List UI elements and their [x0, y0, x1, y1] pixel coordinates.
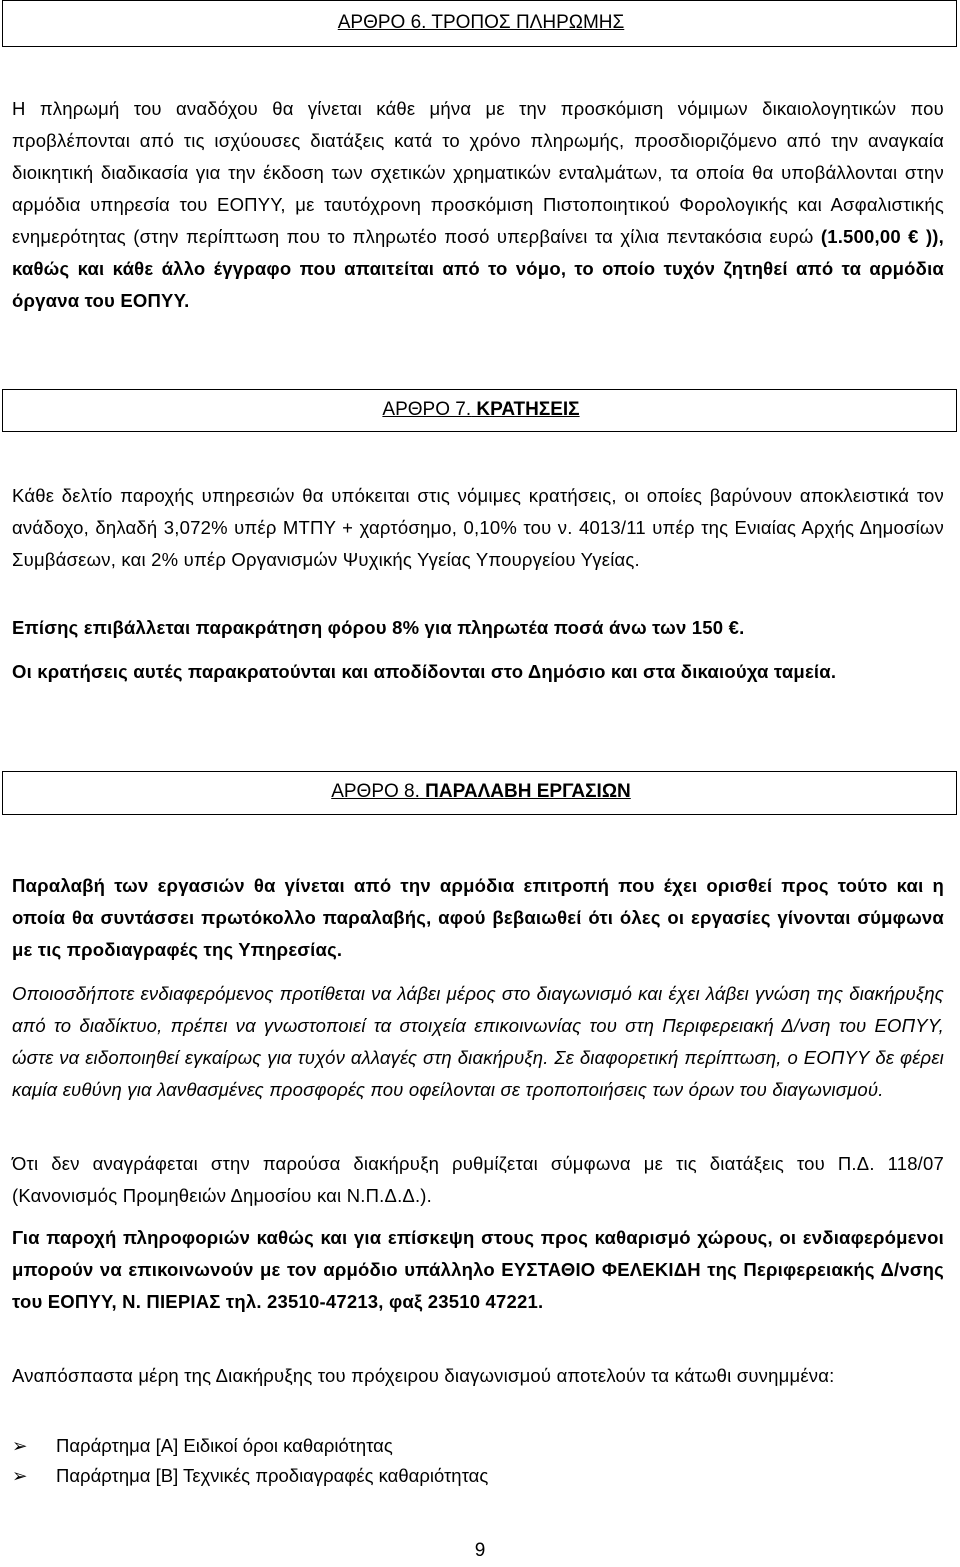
article8-paragraph-3: Ότι δεν αναγράφεται στην παρούσα διακήρυξη ρυθμίζεται σύμφωνα με τις διατάξεις του Π.Δ. 118/07 (Κανονισμός Προμηθειών Δημοσίου και Ν.Π.Δ.Δ.).	[12, 1153, 944, 1206]
article6-paragraph-bold: (1.500,00 € )), καθώς και κάθε άλλο έγγραφο που απαιτείται από το νόμο, το οποίο τυχόν ζητηθεί από τα αρμόδια όργανα του ΕΟΠΥΥ.	[12, 226, 945, 311]
page-number: 9	[474, 1540, 486, 1561]
article7-paragraph-1: Κάθε δελτίο παροχής υπηρεσιών θα υπόκειται στις νόμιμες κρατήσεις, οι οποίες βαρύνουν αποκλειστικά τον ανάδοχο, δηλαδή 3,072% υπέρ ΜΤΠΥ + χαρτόσημο, 0,10% του ν. 4013/11 υπέρ της Ενιαίας Αρχής Δημοσίων Συμβάσεων, και 2% υπέρ Οργανισμών Ψυχικής Υγείας Υπουργείου Υγείας.	[12, 485, 944, 570]
article7-heading-box	[2, 389, 957, 432]
article8-paragraph-2: Οποιοσδήποτε ενδιαφερόμενος προτίθεται να λάβει μέρος στο διαγωνισμό και έχει λάβει γνώση της διακήρυξης από το διαδίκτυο, πρέπει να γνωστοποιεί τα στοιχεία επικοινωνίας του στη Περιφερειακή Δ/νση του ΕΟΠΥΥ, ώστε να ειδοποιηθεί εγκαίρως για τυχόν αλλαγές στη διακήρυξη. Σε διαφορετική περίπτωση, ο ΕΟΠΥΥ δε φέρει καμία ευθύνη για λανθασμένες προσφορές που οφείλονται σε τροποποιήσεις των όρων του διαγωνισμού.	[12, 983, 944, 1100]
article8-paragraph-5: Αναπόσπαστα μέρη της Διακήρυξης του πρόχειρου διαγωνισμού αποτελούν τα κάτωθι συνημμένα:	[12, 1365, 835, 1386]
annex-b-label: Παράρτημα [Β] Τεχνικές προδιαγραφές καθαριότητας	[56, 1465, 489, 1486]
annex-list-item	[12, 1431, 393, 1461]
article6-paragraph-text: Η πληρωμή του αναδόχου θα γίνεται κάθε μήνα με την προσκόμιση νόμιμων δικαιολογητικών που προβλέπονται από τις ισχύουσες διατάξεις κατά το χρόνο πληρωμής, προσδιοριζόμενο από την αναγκαία διοικητική διαδικασία για την έκδοση των σχετικών χρηματικών ενταλμάτων, τα οποία θα υποβάλλονται στην αρμόδια υπηρεσία του ΕΟΠΥΥ, με ταυτόχρονη προσκόμιση Πιστοποιητικού Φορολογικής και Ασφαλιστικής ενημερότητας (στην περίπτωση που το πληρωτέο ποσό υπερβαίνει τα χίλια πεντακόσια ευρώ	[12, 98, 944, 247]
article8-paragraph-4: Για παροχή πληροφοριών καθώς και για επίσκεψη στους προς καθαρισμό χώρους, οι ενδιαφερόμενοι μπορούν να επικοινωνούν με τον αρμόδιο υπάλληλο ΕΥΣΤΑΘΙΟ ΦΕΛΕΚΙΔΗ της Περιφερειακής Δ/νσης του ΕΟΠΥΥ, Ν. ΠΙΕΡΙΑΣ τηλ. 23510-47213, φαξ 23510 47221.	[12, 1227, 944, 1312]
annex-a-label: Παράρτημα [Α] Ειδικοί όροι καθαριότητας	[56, 1435, 393, 1456]
annex-list-item	[12, 1461, 488, 1491]
article6-heading: ΑΡΘΡΟ 6. ΤΡΟΠΟΣ ΠΛΗΡΩΜΗΣ	[337, 12, 625, 33]
article7-paragraph-3: Οι κρατήσεις αυτές παρακρατούνται και αποδίδονται στο Δημόσιο και στα δικαιούχα ταμεία.	[12, 661, 837, 682]
article6-heading-box	[2, 0, 957, 47]
article7-heading-title: ΚΡΑΤΗΣΕΙΣ	[471, 399, 580, 420]
article8-heading-number: ΑΡΘΡΟ 8.	[331, 781, 420, 802]
article8-heading-title: ΠΑΡΑΛΑΒΗ ΕΡΓΑΣΙΩΝ	[419, 781, 631, 802]
article6-paragraph	[12, 93, 944, 317]
article8-paragraph-1: Παραλαβή των εργασιών θα γίνεται από την αρμόδια επιτροπή που έχει ορισθεί προς τούτο και η οποία θα συντάσσει πρωτόκολλο παραλαβής, αφού βεβαιωθεί ότι όλες οι εργασίες γίνονται σύμφωνα με τις προδιαγραφές της Υπηρεσίας.	[12, 875, 944, 960]
article7-paragraph-2: Επίσης επιβάλλεται παρακράτηση φόρου 8% για πληρωτέα ποσά άνω των 150 €.	[12, 617, 745, 638]
arrow-bullet-icon: ➢	[12, 1435, 28, 1456]
arrow-bullet-icon: ➢	[12, 1465, 28, 1486]
article7-heading	[1, 398, 960, 422]
article7-heading-number: ΑΡΘΡΟ 7.	[382, 399, 472, 420]
article8-heading	[1, 780, 960, 804]
article8-heading-box	[2, 771, 957, 815]
